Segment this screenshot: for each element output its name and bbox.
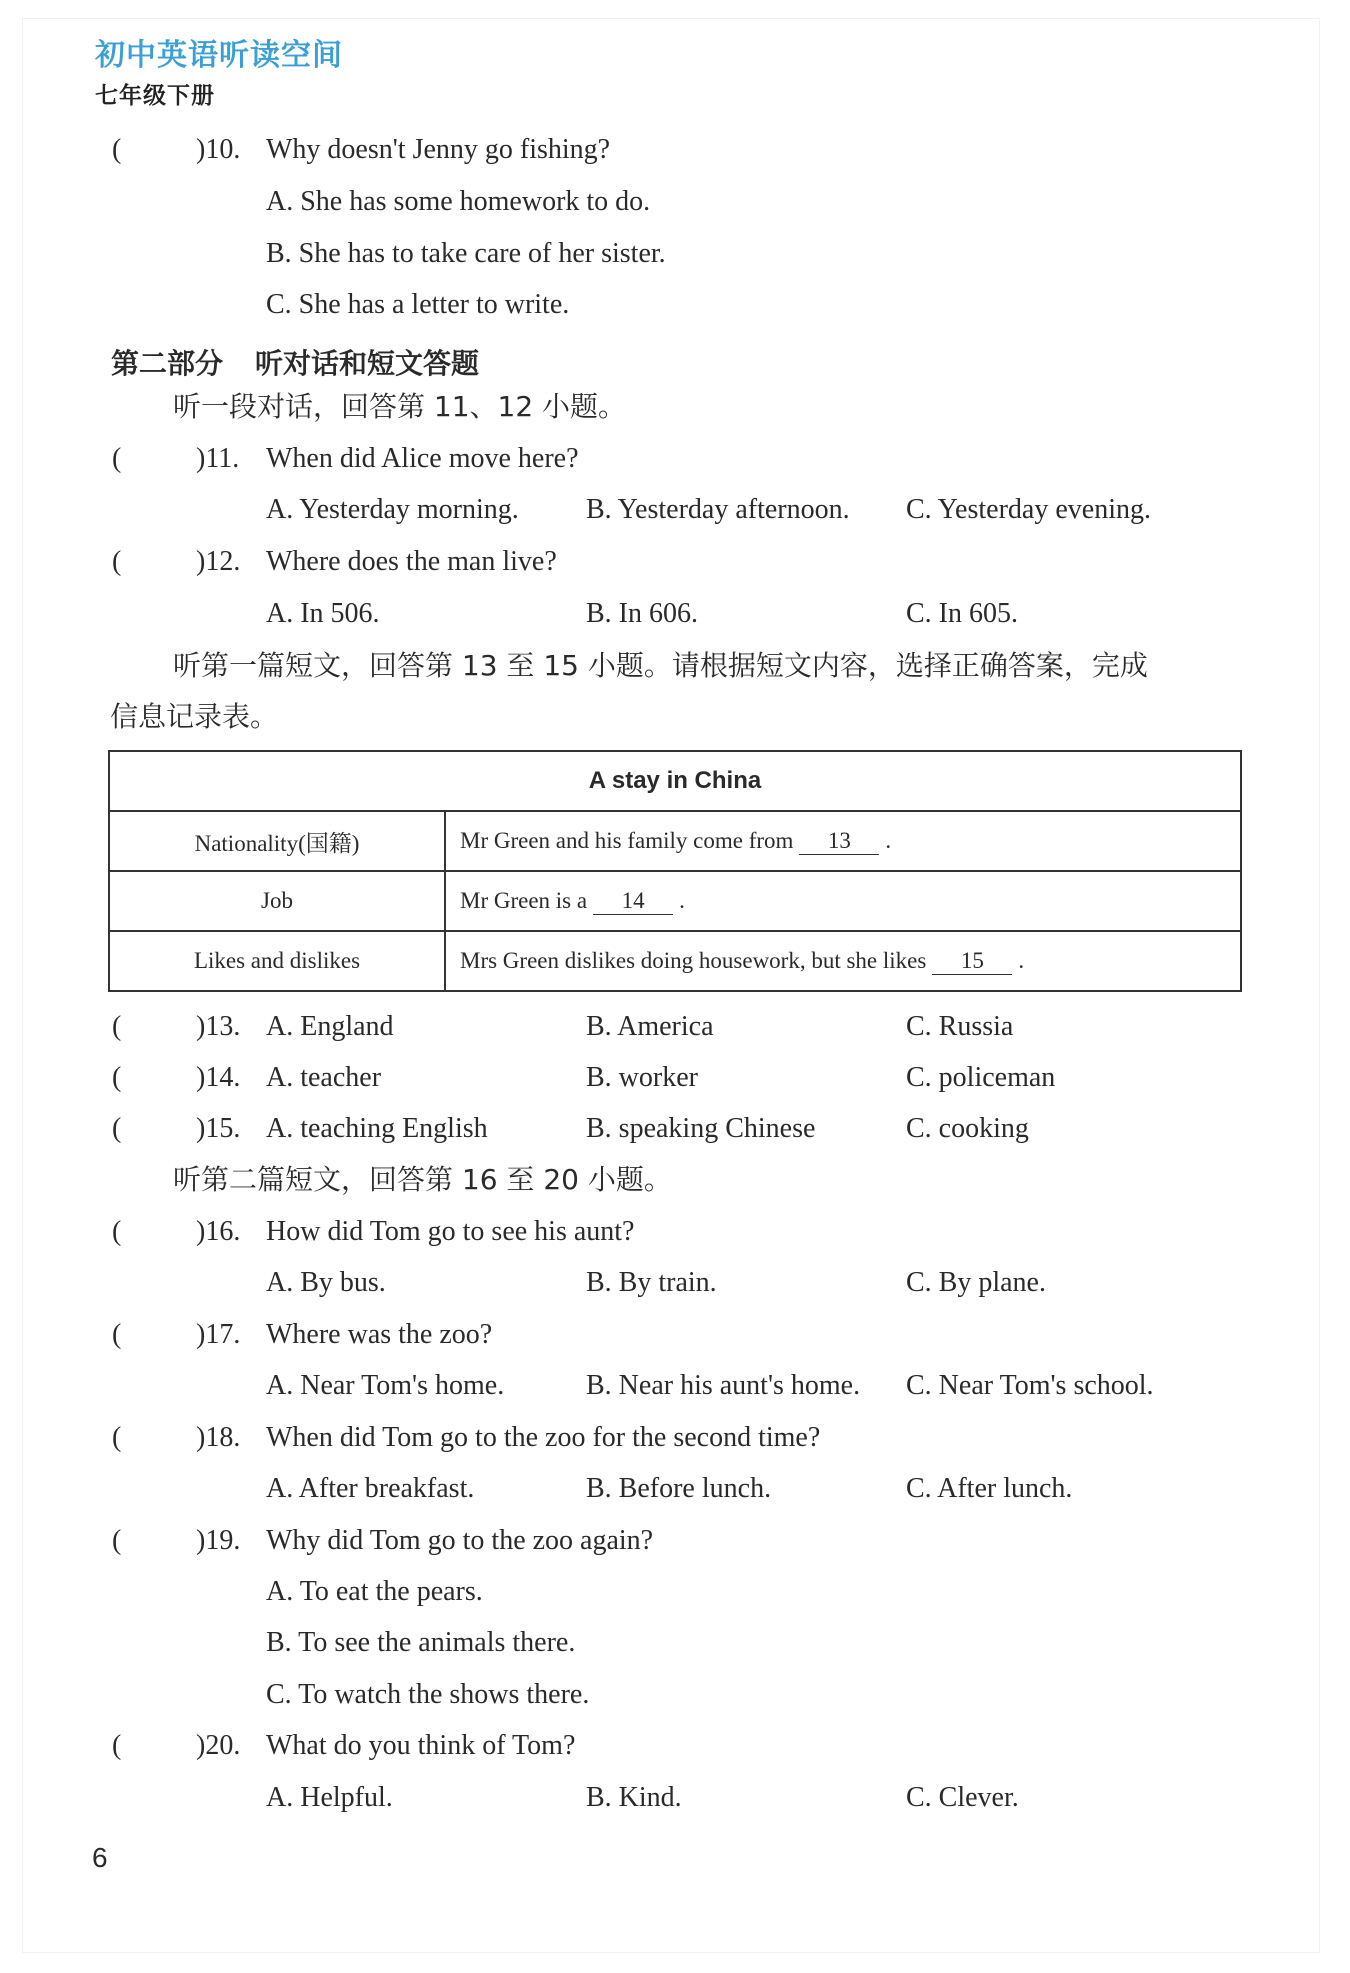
question-number: )10. xyxy=(196,134,241,165)
option-c: C. policeman xyxy=(906,1062,1056,1093)
table-row xyxy=(109,871,1241,931)
row-text: Mr Green is a xyxy=(460,887,588,913)
answer-paren: ( xyxy=(112,134,122,165)
option-b: B. Yesterday afternoon. xyxy=(586,494,850,525)
question-text: Where does the man live? xyxy=(266,546,557,577)
row-label: Nationality(国籍) xyxy=(109,811,445,871)
section-name: 听对话和短文答题 xyxy=(255,347,480,380)
question-number: )16. xyxy=(196,1216,241,1247)
answer-paren: ( xyxy=(112,1011,122,1042)
option-c: C. Near Tom's school. xyxy=(906,1370,1154,1401)
table-row xyxy=(109,931,1241,991)
option-c: C. Clever. xyxy=(906,1782,1019,1813)
section-part: 第二部分 xyxy=(111,347,224,380)
row-end: . xyxy=(1018,947,1025,973)
option-c: C. By plane. xyxy=(906,1267,1046,1298)
question-number: )19. xyxy=(196,1525,241,1556)
row-content xyxy=(445,871,1241,931)
row-text: Mr Green and his family come from xyxy=(460,827,794,853)
option-a: A. She has some homework to do. xyxy=(266,186,651,217)
option-b: B. She has to take care of her sister. xyxy=(266,238,666,269)
answer-paren: ( xyxy=(112,1062,122,1093)
option-b: B. worker xyxy=(586,1062,698,1093)
book-title: 初中英语听读空间 xyxy=(95,38,343,73)
question-text: When did Alice move here? xyxy=(266,443,579,474)
option-b: B. America xyxy=(586,1011,714,1042)
instruction: 听第一篇短文，回答第 13 至 15 小题。请根据短文内容，选择正确答案，完成 xyxy=(173,649,1148,682)
question-text: How did Tom go to see his aunt? xyxy=(266,1216,635,1247)
question-number: )20. xyxy=(196,1730,241,1761)
question-text: Why did Tom go to the zoo again? xyxy=(266,1525,654,1556)
option-c: C. After lunch. xyxy=(906,1473,1073,1504)
option-c: C. cooking xyxy=(906,1113,1029,1144)
option-b: B. To see the animals there. xyxy=(266,1627,576,1658)
row-end: . xyxy=(885,827,892,853)
row-label: Job xyxy=(109,871,445,931)
question-number: )15. xyxy=(196,1113,241,1144)
table-title: A stay in China xyxy=(109,751,1241,811)
answer-paren: ( xyxy=(112,1319,122,1350)
row-end: . xyxy=(679,887,685,913)
row-text: Mrs Green dislikes doing housework, but she likes xyxy=(460,947,927,973)
blank-number: 15 xyxy=(932,948,1012,975)
instruction: 听第二篇短文，回答第 16 至 20 小题。 xyxy=(173,1163,672,1196)
answer-paren: ( xyxy=(112,443,122,474)
question-text: Why doesn't Jenny go fishing? xyxy=(266,134,611,165)
question-number: )14. xyxy=(196,1062,241,1093)
question-text: Where was the zoo? xyxy=(266,1319,493,1350)
option-a: A. England xyxy=(266,1011,394,1042)
table-row xyxy=(109,811,1241,871)
answer-paren: ( xyxy=(112,1113,122,1144)
row-label: Likes and dislikes xyxy=(109,931,445,991)
option-c: C. She has a letter to write. xyxy=(266,289,570,320)
answer-paren: ( xyxy=(112,1525,122,1556)
question-number: )18. xyxy=(196,1422,241,1453)
option-c: C. Yesterday evening. xyxy=(906,494,1151,525)
option-a: A. teacher xyxy=(266,1062,382,1093)
question-number: )17. xyxy=(196,1319,241,1350)
option-b: B. speaking Chinese xyxy=(586,1113,816,1144)
option-c: C. To watch the shows there. xyxy=(266,1679,590,1710)
row-content xyxy=(445,811,1241,871)
option-a: A. In 506. xyxy=(266,598,380,629)
option-a: A. To eat the pears. xyxy=(266,1576,483,1607)
option-a: A. Near Tom's home. xyxy=(266,1370,505,1401)
row-content xyxy=(445,931,1241,991)
option-a: A. teaching English xyxy=(266,1113,488,1144)
option-a: A. By bus. xyxy=(266,1267,386,1298)
answer-paren: ( xyxy=(112,1422,122,1453)
blank-number: 13 xyxy=(799,828,879,855)
book-subtitle: 七年级下册 xyxy=(95,83,215,109)
question-text: When did Tom go to the zoo for the second time? xyxy=(266,1422,821,1453)
question-text: What do you think of Tom? xyxy=(266,1730,576,1761)
blank-number: 14 xyxy=(593,888,673,915)
answer-paren: ( xyxy=(112,546,122,577)
option-b: B. Before lunch. xyxy=(586,1473,772,1504)
answer-paren: ( xyxy=(112,1730,122,1761)
info-record-table xyxy=(108,750,1242,992)
option-b: B. In 606. xyxy=(586,598,698,629)
instruction: 听一段对话，回答第 11、12 小题。 xyxy=(173,390,627,423)
option-a: A. Yesterday morning. xyxy=(266,494,519,525)
option-b: B. Kind. xyxy=(586,1782,682,1813)
question-number: )13. xyxy=(196,1011,241,1042)
option-b: B. Near his aunt's home. xyxy=(586,1370,861,1401)
option-a: A. Helpful. xyxy=(266,1782,393,1813)
question-number: )12. xyxy=(196,546,241,577)
option-c: C. In 605. xyxy=(906,598,1018,629)
option-a: A. After breakfast. xyxy=(266,1473,475,1504)
option-c: C. Russia xyxy=(906,1011,1014,1042)
question-number: )11. xyxy=(196,443,240,474)
option-b: B. By train. xyxy=(586,1267,717,1298)
page-number: 6 xyxy=(92,1842,108,1873)
instruction: 信息记录表。 xyxy=(110,700,279,733)
answer-paren: ( xyxy=(112,1216,122,1247)
section-title xyxy=(111,342,511,382)
